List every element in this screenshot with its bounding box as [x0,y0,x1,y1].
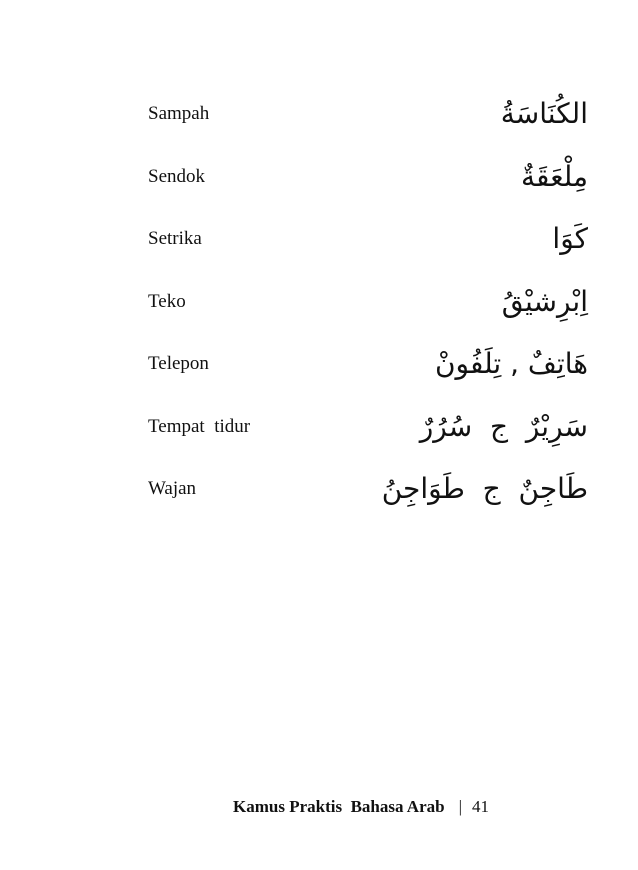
indonesian-word: Sampah [148,103,210,124]
vocabulary-entry [148,159,588,222]
indonesian-word: Teko [148,290,186,312]
arabic-word: طَاجِنٌ ج طَوَاجِنُ [381,472,588,505]
page-number: 41 [472,797,489,816]
indonesian-word: Tempat tidur [148,415,251,437]
arabic-word: مِلْعَقَةٌ [521,159,588,193]
page-footer [233,796,489,818]
arabic-word: كَوَا [552,222,588,255]
vocabulary-entry [148,346,588,409]
indonesian-word: Telepon [148,353,209,374]
indonesian-word: Wajan [148,478,197,499]
arabic-word: هَاتِفٌ , تِلَفُونْ [434,347,588,380]
arabic-word: الكُنَاسَةُ [500,97,588,130]
arabic-word: سَرِيْرٌ ج سُرُرٌ [419,409,588,443]
vocabulary-entry [148,284,588,347]
indonesian-word: Sendok [148,165,205,187]
vocabulary-list [148,96,588,534]
vocabulary-entry [148,96,588,159]
footer-separator: | [458,797,462,816]
vocabulary-entry [148,409,588,472]
vocabulary-entry [148,221,588,284]
arabic-word: اِبْرِشيْقُ [501,284,588,318]
vocabulary-entry [148,471,588,534]
indonesian-word: Setrika [148,228,202,249]
book-title: Kamus Praktis Bahasa Arab [233,797,445,816]
